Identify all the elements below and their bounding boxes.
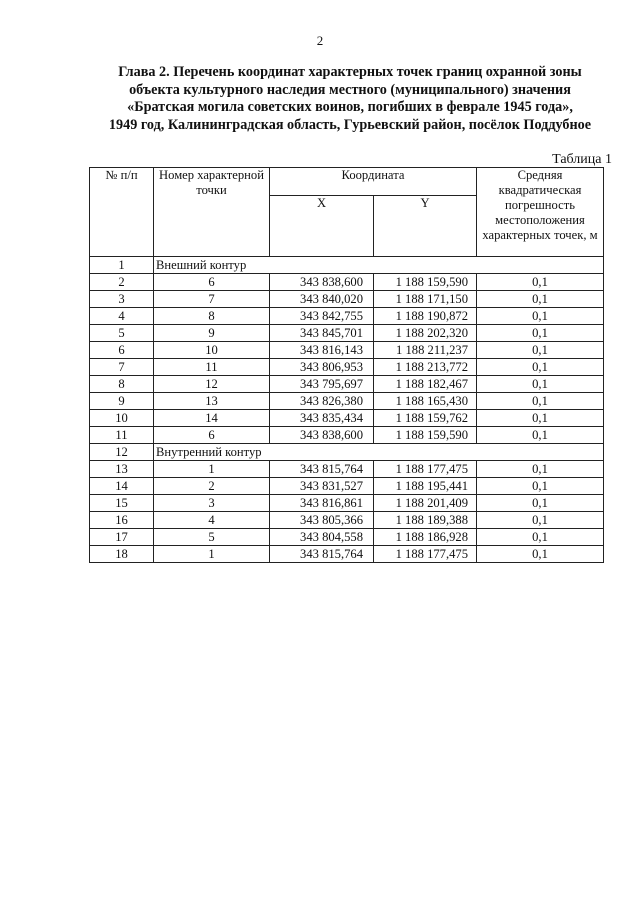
position-error: 0,1 (477, 359, 604, 376)
coordinate-y: 1 188 211,237 (374, 342, 477, 359)
position-error: 0,1 (477, 342, 604, 359)
position-error: 0,1 (477, 291, 604, 308)
coordinate-x: 343 795,697 (270, 376, 374, 393)
point-number: 5 (154, 529, 270, 546)
point-number: 13 (154, 393, 270, 410)
row-number: 2 (90, 274, 154, 291)
coordinate-x: 343 826,380 (270, 393, 374, 410)
row-number: 5 (90, 325, 154, 342)
position-error: 0,1 (477, 495, 604, 512)
point-number: 4 (154, 512, 270, 529)
coordinate-x: 343 838,600 (270, 274, 374, 291)
row-number: 18 (90, 546, 154, 563)
header-num (90, 168, 154, 257)
coordinate-x: 343 835,434 (270, 410, 374, 427)
position-error: 0,1 (477, 393, 604, 410)
coordinate-y: 1 188 182,467 (374, 376, 477, 393)
point-number: 2 (154, 478, 270, 495)
contour-label: Внутренний контур (154, 444, 604, 461)
coordinate-x: 343 805,366 (270, 512, 374, 529)
position-error: 0,1 (477, 410, 604, 427)
coordinate-x: 343 838,600 (270, 427, 374, 444)
table-row (90, 478, 604, 495)
heading-line: Глава 2. Перечень координат характерных точек границ охранной зоны (118, 64, 582, 80)
coordinate-y: 1 188 201,409 (374, 495, 477, 512)
table-row (90, 461, 604, 478)
position-error: 0,1 (477, 512, 604, 529)
table-body (90, 257, 604, 563)
header-point-label: Номер характерной точки (159, 168, 264, 197)
page-number: 2 (316, 33, 324, 48)
point-number: 3 (154, 495, 270, 512)
coordinate-y: 1 188 165,430 (374, 393, 477, 410)
coordinate-y: 1 188 189,388 (374, 512, 477, 529)
table-row (90, 325, 604, 342)
table-row (90, 359, 604, 376)
table-row (90, 512, 604, 529)
row-number: 7 (90, 359, 154, 376)
coordinate-y: 1 188 159,762 (374, 410, 477, 427)
table-row (90, 495, 604, 512)
coordinate-x: 343 806,953 (270, 359, 374, 376)
coordinate-x: 343 816,861 (270, 495, 374, 512)
header-coordinate (270, 168, 477, 196)
table-caption: Таблица 1 (552, 152, 612, 167)
coordinate-y: 1 188 202,320 (374, 325, 477, 342)
row-number: 10 (90, 410, 154, 427)
row-number: 17 (90, 529, 154, 546)
coordinate-y: 1 188 190,872 (374, 308, 477, 325)
point-number: 8 (154, 308, 270, 325)
point-number: 12 (154, 376, 270, 393)
position-error: 0,1 (477, 325, 604, 342)
point-number: 11 (154, 359, 270, 376)
point-number: 1 (154, 546, 270, 563)
row-number: 11 (90, 427, 154, 444)
row-number: 16 (90, 512, 154, 529)
point-number: 9 (154, 325, 270, 342)
heading-line: «Братская могила советских воинов, погибших в феврале 1945 года», (127, 99, 573, 115)
row-number: 9 (90, 393, 154, 410)
row-number: 12 (90, 444, 154, 461)
coordinates-table (89, 167, 604, 563)
row-number: 8 (90, 376, 154, 393)
header-point (154, 168, 270, 257)
coordinate-x: 343 840,020 (270, 291, 374, 308)
coordinate-y: 1 188 186,928 (374, 529, 477, 546)
header-num-label: № п/п (105, 168, 138, 182)
coordinate-x: 343 804,558 (270, 529, 374, 546)
table-row (90, 308, 604, 325)
coordinate-y: 1 188 177,475 (374, 546, 477, 563)
row-number: 14 (90, 478, 154, 495)
position-error: 0,1 (477, 308, 604, 325)
table-row (90, 257, 604, 274)
table-row (90, 410, 604, 427)
position-error: 0,1 (477, 427, 604, 444)
coordinate-x: 343 815,764 (270, 546, 374, 563)
position-error: 0,1 (477, 478, 604, 495)
position-error: 0,1 (477, 274, 604, 291)
heading-line: 1949 год, Калининградская область, Гурьевский район, посёлок Поддубное (108, 116, 592, 133)
coordinate-x: 343 845,701 (270, 325, 374, 342)
table-row (90, 274, 604, 291)
coordinate-x: 343 842,755 (270, 308, 374, 325)
point-number: 6 (154, 427, 270, 444)
header-error (477, 168, 604, 257)
coordinate-y: 1 188 171,150 (374, 291, 477, 308)
position-error: 0,1 (477, 529, 604, 546)
table-row (90, 427, 604, 444)
coordinate-x: 343 815,764 (270, 461, 374, 478)
point-number: 7 (154, 291, 270, 308)
point-number: 14 (154, 410, 270, 427)
row-number: 6 (90, 342, 154, 359)
point-number: 1 (154, 461, 270, 478)
row-number: 1 (90, 257, 154, 274)
table-row (90, 546, 604, 563)
position-error: 0,1 (477, 461, 604, 478)
contour-label: Внешний контур (154, 257, 604, 274)
heading-line: объекта культурного наследия местного (муниципального) значения (129, 81, 571, 98)
table-row (90, 529, 604, 546)
coordinate-y: 1 188 177,475 (374, 461, 477, 478)
table-row (90, 342, 604, 359)
coordinate-y: 1 188 195,441 (374, 478, 477, 495)
coordinate-x: 343 831,527 (270, 478, 374, 495)
row-number: 4 (90, 308, 154, 325)
row-number: 13 (90, 461, 154, 478)
header-coordinate-label: Координата (341, 168, 405, 182)
header-error-label: Средняя квадратическая погрешность местоположения характерных точек, м (482, 168, 598, 242)
position-error: 0,1 (477, 546, 604, 563)
table-row (90, 444, 604, 461)
position-error: 0,1 (477, 376, 604, 393)
row-number: 3 (90, 291, 154, 308)
coordinate-y: 1 188 159,590 (374, 274, 477, 291)
point-number: 6 (154, 274, 270, 291)
point-number: 10 (154, 342, 270, 359)
row-number: 15 (90, 495, 154, 512)
document-heading (60, 64, 640, 134)
coordinate-x: 343 816,143 (270, 342, 374, 359)
table-row (90, 393, 604, 410)
table-row (90, 291, 604, 308)
header-y: Y (374, 196, 477, 257)
header-x: X (270, 196, 374, 257)
coordinate-y: 1 188 213,772 (374, 359, 477, 376)
coordinate-y: 1 188 159,590 (374, 427, 477, 444)
table-row (90, 376, 604, 393)
